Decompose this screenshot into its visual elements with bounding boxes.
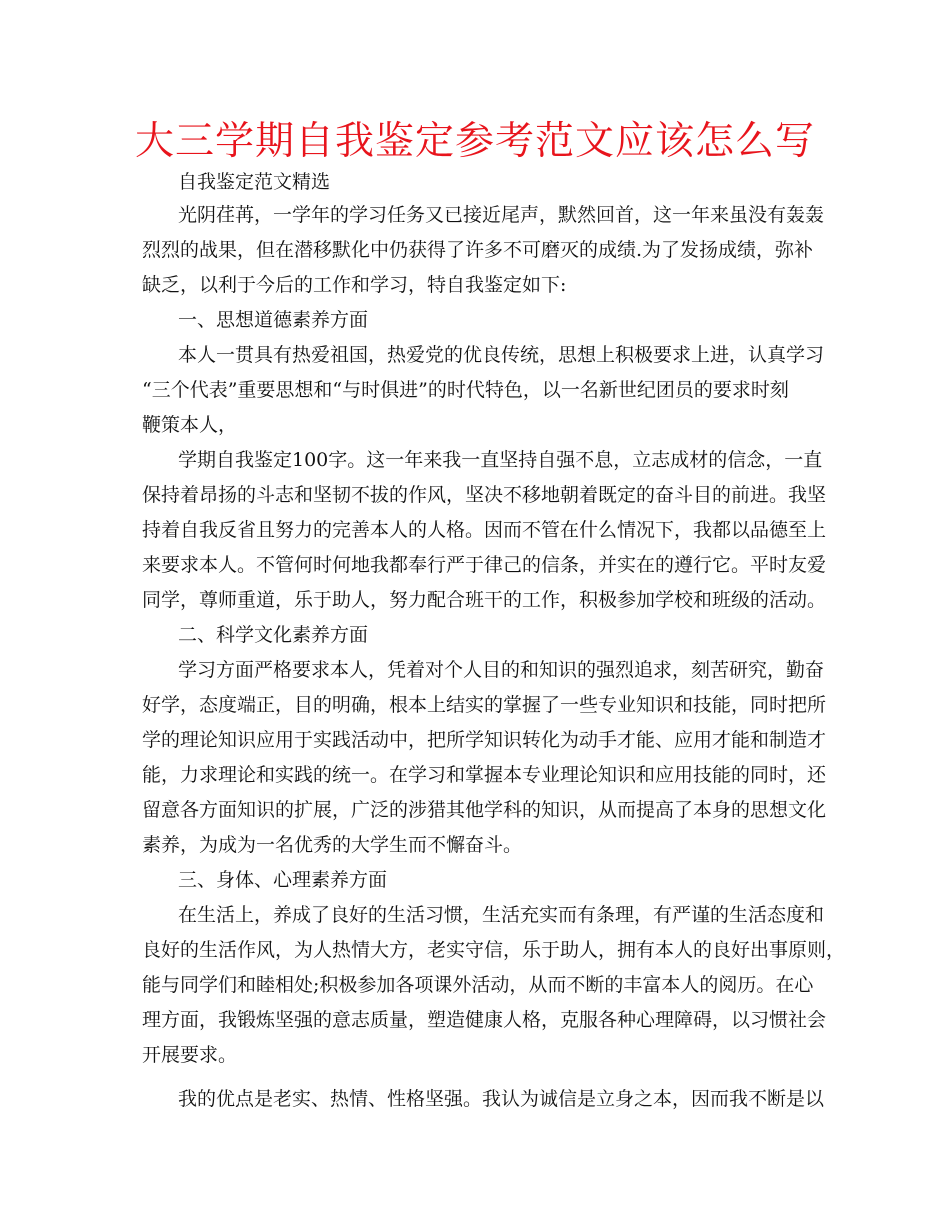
text-line: 素养，为成为一名优秀的大学生而不懈奋斗。 — [142, 834, 523, 856]
text-line: 烈烈的战果，但在潜移默化中仍获得了许多不可磨灭的成绩.为了发扬成绩，弥补 — [142, 239, 814, 261]
text-line: 良好的生活作风，为人热情大方，老实守信，乐于助人，拥有本人的良好出事原则， — [142, 939, 846, 961]
text-line: 留意各方面知识的扩展，广泛的涉猎其他学科的知识，从而提高了本身的思想文化 — [142, 799, 827, 821]
section-heading: 一、思想道德素养方面 — [178, 309, 369, 331]
text-line: 学的理论知识应用于实践活动中，把所学知识转化为动手才能、应用才能和制造才 — [142, 729, 827, 751]
text-line: 能与同学们和睦相处;积极参加各项课外活动，从而不断的丰富本人的阅历。在心 — [142, 974, 814, 996]
text-line: 缺乏，以利于今后的工作和学习，特自我鉴定如下: — [142, 274, 567, 296]
text-line: “三个代表”重要思想和“与时俱进”的时代特色，以一名新世纪团员的要求时刻 — [142, 379, 789, 401]
text-line: 好学，态度端正，目的明确，根本上结实的掌握了一些专业知识和技能，同时把所 — [142, 694, 827, 716]
text-line: 光阴荏苒，一学年的学习任务又已接近尾声，默然回首，这一年来虽没有轰轰 — [178, 204, 825, 226]
text-line: 学习方面严格要求本人，凭着对个人目的和知识的强烈追求，刻苦研究，勤奋 — [178, 659, 825, 681]
text-line: 能，力求理论和实践的统一。在学习和掌握本专业理论知识和应用技能的同时，还 — [142, 764, 827, 786]
document-title: 大三学期自我鉴定参考范文应该怎么写 — [134, 119, 815, 164]
text-line: 持着自我反省且努力的完善本人的人格。因而不管在什么情况下，我都以品德至上 — [142, 519, 827, 541]
text-line: 开展要求。 — [142, 1044, 238, 1066]
text-line: 来要求本人。不管何时何地我都奉行严于律己的信条，并实在的遵行它。平时友爱 — [142, 554, 827, 576]
text-line: 本人一贯具有热爱祖国，热爱党的优良传统，思想上积极要求上进，认真学习 — [178, 344, 825, 366]
text-line: 学期自我鉴定100字。这一年来我一直坚持自强不息，立志成材的信念，一直 — [178, 449, 823, 471]
text-line: 我的优点是老实、热情、性格坚强。我认为诚信是立身之本，因而我不断是以 — [178, 1088, 825, 1110]
text-line: 同学，尊师重道，乐于助人，努力配合班干的工作，积极参加学校和班级的活动。 — [142, 589, 827, 611]
text-line: 在生活上，养成了良好的生活习惯，生活充实而有条理，有严谨的生活态度和 — [178, 904, 825, 926]
text-line: 理方面，我锻炼坚强的意志质量，塑造健康人格，克服各种心理障碍，以习惯社会 — [142, 1009, 827, 1031]
section-heading: 二、科学文化素养方面 — [178, 624, 369, 646]
text-line: 鞭策本人， — [142, 414, 238, 436]
text-line: 保持着昂扬的斗志和坚韧不拔的作风，坚决不移地朝着既定的奋斗目的前进。我坚 — [142, 484, 827, 506]
section-heading: 三、身体、心理素养方面 — [178, 869, 388, 891]
document-subtitle: 自我鉴定范文精选 — [178, 171, 331, 193]
